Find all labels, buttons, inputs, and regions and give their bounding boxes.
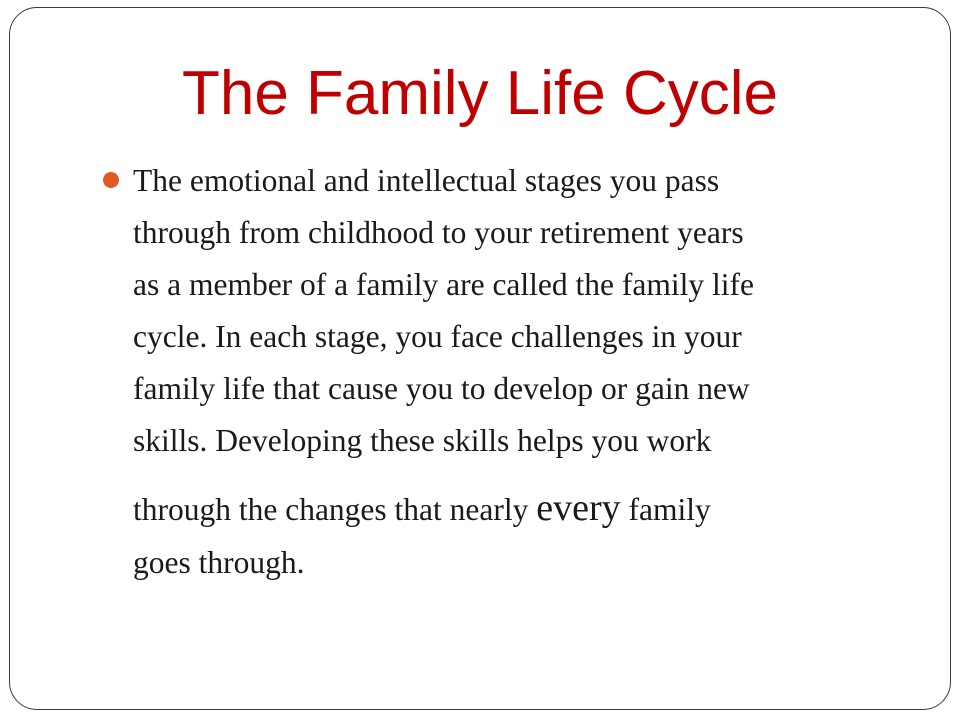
- bullet-line-3: as a member of a family are called the family life: [133, 267, 754, 302]
- bullet-line-7: [133, 467, 923, 530]
- bullet-line-8: goes through.: [133, 545, 305, 580]
- bullet-line-2: through from childhood to your retirement years: [133, 215, 744, 250]
- bullet-line-5: family life that cause you to develop or gain new: [133, 371, 750, 406]
- bullet-text: [133, 155, 923, 582]
- emphasized-word: every: [536, 487, 621, 529]
- bullet-line-7-end: family: [620, 492, 711, 527]
- slide-title: The Family Life Cycle: [181, 59, 779, 128]
- bullet-line-7-start: through the changes that nearly: [133, 492, 537, 527]
- bullet-dot-icon: [103, 172, 119, 188]
- bullet-line-1: The emotional and intellectual stages you pass: [133, 163, 720, 198]
- bullet-line-4: cycle. In each stage, you face challenges in your: [133, 319, 742, 354]
- bullet-line-6: skills. Developing these skills helps you work: [133, 423, 712, 458]
